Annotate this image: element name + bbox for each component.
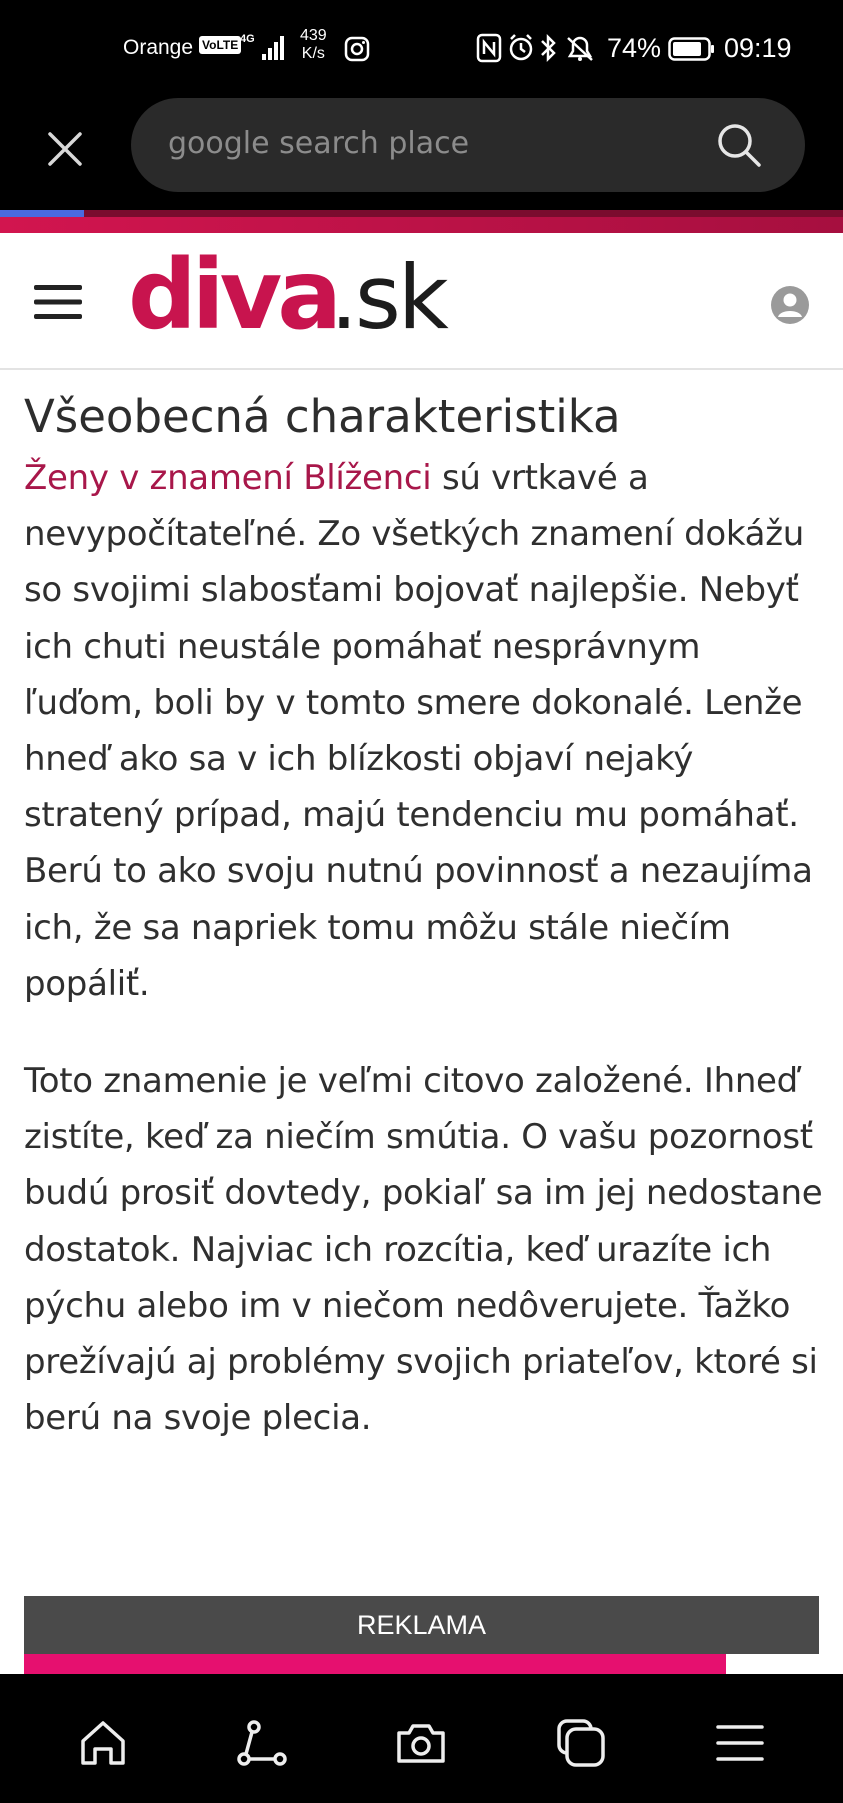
network-label: 4G xyxy=(240,33,255,45)
menu-icon[interactable] xyxy=(712,1715,768,1771)
nfc-icon xyxy=(478,35,500,61)
net-speed-value: 439 xyxy=(300,27,327,44)
camera-icon[interactable] xyxy=(393,1715,449,1771)
ad-label: REKLAMA xyxy=(24,1596,819,1654)
home-icon[interactable] xyxy=(75,1715,131,1771)
logo-tld: .sk xyxy=(330,246,446,346)
carrier-label: Orange xyxy=(123,36,194,59)
status-icons xyxy=(476,30,606,66)
alarm-icon xyxy=(511,35,531,59)
status-bar xyxy=(0,0,843,98)
battery-percent: 74% xyxy=(607,33,662,63)
zodiac-link[interactable]: Ženy v znamení Blíženci xyxy=(24,458,432,498)
close-icon[interactable] xyxy=(42,126,88,172)
article-paragraph: Toto znamenie je veľmi citovo založené. Ihneď zistíte, keď za niečím smútia. O vašu pozornosť budú prosiť dovtedy, pokiaľ sa im jej nedostane dostatok. Najviac ich rozcítia, keď urazíte ich pýchu alebo im v niečom nedôverujete. Ťažko prežívajú aj problémy svojich priateľov, ktoré si berú na svoje plecia. xyxy=(24,1061,823,1439)
user-icon[interactable] xyxy=(770,285,810,325)
ad-banner[interactable] xyxy=(24,1654,726,1674)
search-input[interactable]: google search place xyxy=(168,126,470,161)
net-speed-unit: K/s xyxy=(301,45,325,62)
instagram-icon xyxy=(344,36,370,62)
volte-badge: VoLTE xyxy=(199,36,241,54)
search-icon[interactable] xyxy=(715,121,763,169)
hamburger-icon[interactable] xyxy=(34,283,82,321)
page-title: Všeobecná charakteristika xyxy=(24,390,621,443)
site-logo[interactable] xyxy=(128,246,468,346)
battery-icon xyxy=(668,37,716,61)
share-icon[interactable] xyxy=(234,1715,290,1771)
article-body xyxy=(24,387,824,1446)
mute-icon xyxy=(568,38,592,61)
clock: 09:19 xyxy=(724,33,792,63)
logo-main: diva xyxy=(128,246,337,346)
article-paragraph xyxy=(24,450,824,1012)
signal-icon xyxy=(240,30,288,62)
tabs-icon[interactable] xyxy=(553,1715,609,1771)
progress-bar-fill xyxy=(0,210,84,217)
net-speed xyxy=(300,27,327,63)
bluetooth-icon xyxy=(542,37,554,59)
progress-bar-track xyxy=(84,210,843,217)
paragraph-text: sú vrtkavé a nevypočítateľné. Zo všetkých znamení dokážu so svojimi slabosťami bojovať najlepšie. Nebyť ich chuti neustále pomáhať nesprávnym ľuďom, boli by v tomto smere dokonalé. Lenže hneď ako sa v ich blízkosti objaví nejaký stratený prípad, majú tendenciu mu pomáhať. Berú to ako svoju nutnú povinnosť a nezaujíma ich, že sa napriek tomu môžu stále niečím popáliť. xyxy=(24,458,813,1004)
